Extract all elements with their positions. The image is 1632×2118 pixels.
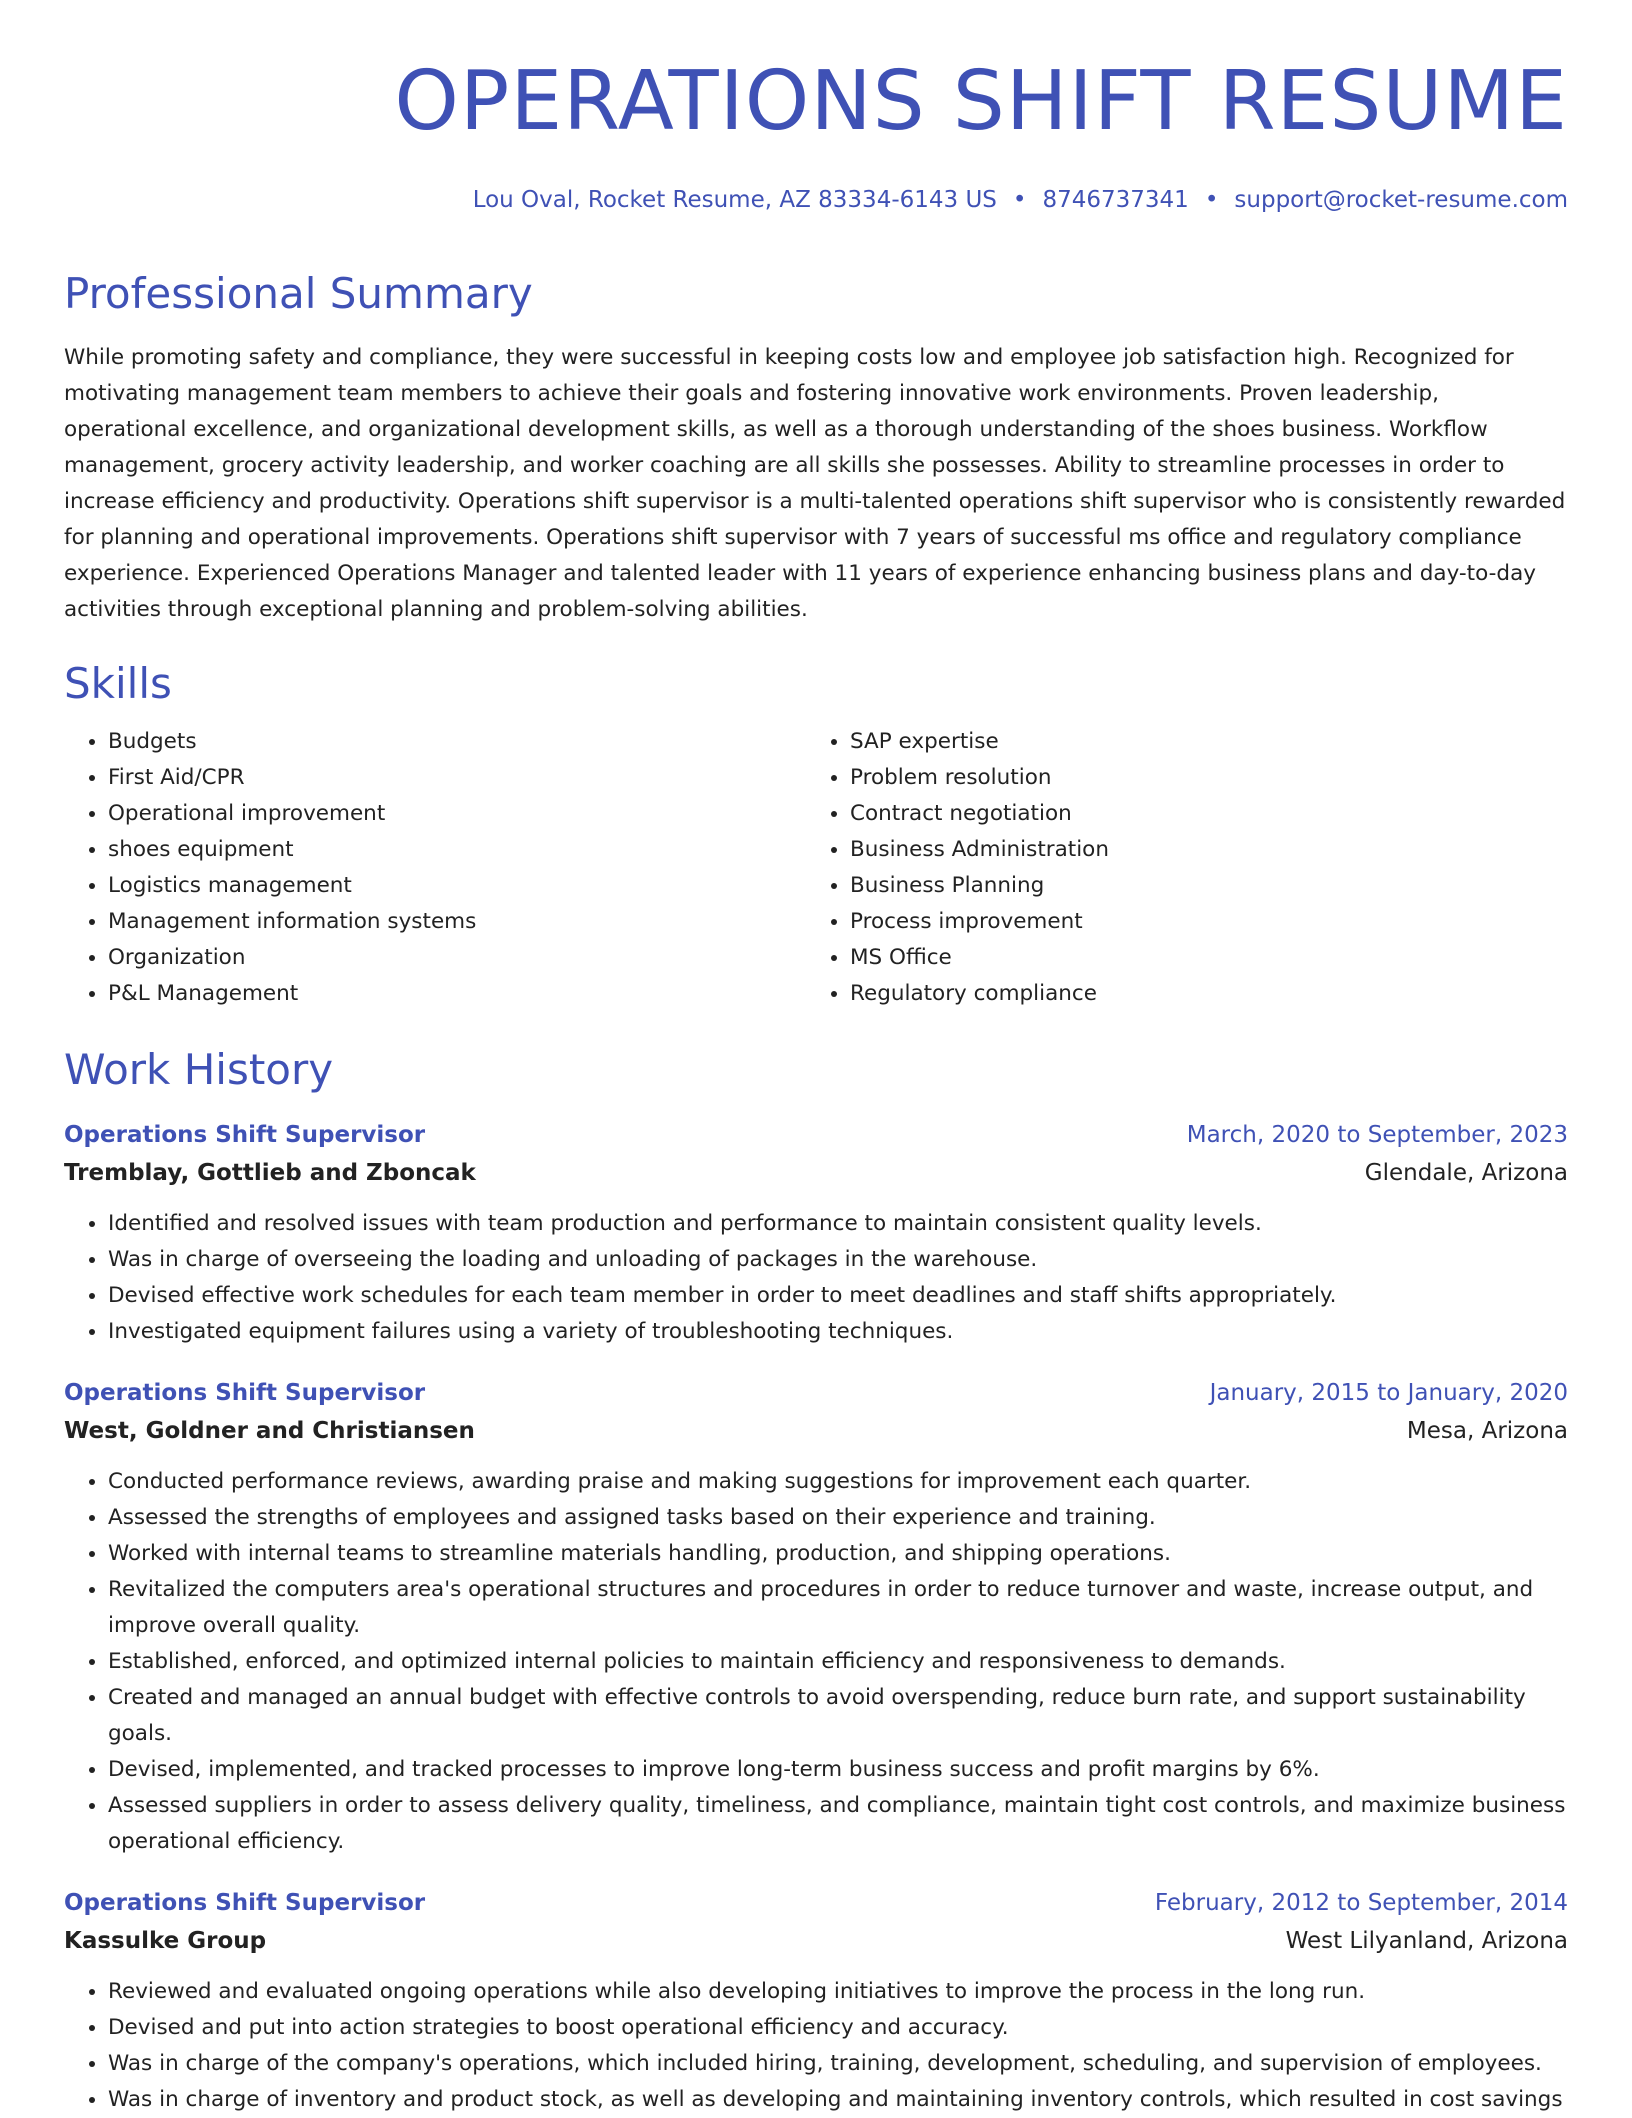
skill-item: • P&L Management <box>108 976 806 1012</box>
work-history-heading: Work History <box>64 1045 334 1094</box>
skill-item: • Logistics management <box>108 868 806 904</box>
job-bullet: • Devised, implemented, and tracked processes to improve long-term business success and profit margins by 6%. <box>108 1752 1568 1788</box>
job-dates: January, 2015 to January, 2020 <box>1209 1380 1568 1406</box>
job-entry <box>64 1116 1568 1350</box>
job-subheader <box>64 1922 1568 1960</box>
contact-email: support@rocket-resume.com <box>1234 187 1568 213</box>
skill-item: • Organization <box>108 940 806 976</box>
job-bullet: • Was in charge of inventory and product stock, as well as developing and maintaining inventory controls, which resulted in cost savings <box>108 2082 1568 2118</box>
contact-separator: • <box>1012 187 1027 213</box>
job-company: West, Goldner and Christiansen <box>64 1418 475 1444</box>
job-bullets <box>64 1464 1568 1860</box>
job-bullet: • Identified and resolved issues with team production and performance to maintain consistent quality levels. <box>108 1206 1568 1242</box>
skill-item: • MS Office <box>850 940 1548 976</box>
job-bullet: • Reviewed and evaluated ongoing operations while also developing initiatives to improve the process in the long run. <box>108 1974 1568 2010</box>
contact-separator: • <box>1204 187 1219 213</box>
job-bullet: • Investigated equipment failures using a variety of troubleshooting techniques. <box>108 1314 1568 1350</box>
skills-heading: Skills <box>64 659 172 708</box>
skill-item: • shoes equipment <box>108 832 806 868</box>
job-location: Mesa, Arizona <box>1406 1418 1568 1444</box>
skill-item: • Operational improvement <box>108 796 806 832</box>
job-bullet: • Worked with internal teams to streamline materials handling, production, and shipping operations. <box>108 1536 1568 1572</box>
contact-phone: 8746737341 <box>1042 187 1189 213</box>
job-bullet: • Devised effective work schedules for each team member in order to meet deadlines and staff shifts appropriately. <box>108 1278 1568 1314</box>
job-bullet: • Was in charge of overseeing the loading and unloading of packages in the warehouse. <box>108 1242 1568 1278</box>
job-dates: February, 2012 to September, 2014 <box>1154 1890 1568 1916</box>
skill-item: • Problem resolution <box>850 760 1548 796</box>
job-subheader <box>64 1412 1568 1450</box>
job-header <box>64 1884 1568 1922</box>
job-subheader <box>64 1154 1568 1192</box>
job-header <box>64 1374 1568 1412</box>
job-location: West Lilyanland, Arizona <box>1285 1928 1568 1954</box>
job-title: Operations Shift Supervisor <box>64 1890 426 1916</box>
job-bullet: • Devised and put into action strategies to boost operational efficiency and accuracy. <box>108 2010 1568 2046</box>
job-title: Operations Shift Supervisor <box>64 1122 426 1148</box>
job-company: Kassulke Group <box>64 1928 267 1954</box>
skill-item: • Budgets <box>108 724 806 760</box>
job-bullets <box>64 1974 1568 2118</box>
job-bullet: • Was in charge of the company's operations, which included hiring, training, development, scheduling, and supervision of employees. <box>108 2046 1568 2082</box>
skill-item: • Contract negotiation <box>850 796 1548 832</box>
skill-item: • First Aid/CPR <box>108 760 806 796</box>
job-bullets <box>64 1206 1568 1350</box>
contact-address: Lou Oval, Rocket Resume, AZ 83334-6143 US <box>472 187 997 213</box>
job-company: Tremblay, Gottlieb and Zboncak <box>64 1160 476 1186</box>
summary-text: While promoting safety and compliance, they were successful in keeping costs low and employee job satisfaction high. Recognized for motivating management team members to achieve their goals and fostering innovative work environments. Proven leadership, operational excellence, and organizational development skills, as well as a thorough understanding of the shoes business. Workflow management, grocery activity leadership, and worker coaching are all skills she possesses. Ability to streamline processes in order to increase efficiency and productivity. Operations shift supervisor is a multi-talented operations shift supervisor who is consistently rewarded for planning and operational improvements. Operations shift supervisor with 7 years of successful ms office and regulatory compliance experience. Experienced Operations Manager and talented leader with 11 years of experience enhancing business plans and day-to-day activities through exceptional planning and problem-solving abilities. <box>64 345 1566 622</box>
skill-item: • Business Administration <box>850 832 1548 868</box>
job-bullet: • Assessed the strengths of employees and assigned tasks based on their experience and training. <box>108 1500 1568 1536</box>
resume-page <box>64 0 1568 2118</box>
skill-item: • Management information systems <box>108 904 806 940</box>
resume-title: OPERATIONS SHIFT RESUME <box>394 54 1568 149</box>
skills-list <box>64 724 1568 1012</box>
skills-column-left <box>64 724 806 1012</box>
skill-item: • Business Planning <box>850 868 1548 904</box>
skill-item: • Process improvement <box>850 904 1548 940</box>
contact-line <box>64 184 1568 216</box>
skills-column-right <box>806 724 1548 1012</box>
skill-item: • SAP expertise <box>850 724 1548 760</box>
job-title: Operations Shift Supervisor <box>64 1380 426 1406</box>
summary-heading: Professional Summary <box>64 269 533 318</box>
skill-item: • Regulatory compliance <box>850 976 1548 1012</box>
job-bullet: • Assessed suppliers in order to assess delivery quality, timeliness, and compliance, maintain tight cost controls, and maximize business operational efficiency. <box>108 1788 1568 1860</box>
job-bullet: • Established, enforced, and optimized internal policies to maintain efficiency and responsiveness to demands. <box>108 1644 1568 1680</box>
job-dates: March, 2020 to September, 2023 <box>1186 1122 1568 1148</box>
job-bullet: • Conducted performance reviews, awarding praise and making suggestions for improvement each quarter. <box>108 1464 1568 1500</box>
job-header <box>64 1116 1568 1154</box>
job-bullet: • Created and managed an annual budget with effective controls to avoid overspending, reduce burn rate, and support sustainability goals. <box>108 1680 1568 1752</box>
job-location: Glendale, Arizona <box>1364 1160 1568 1186</box>
job-entry <box>64 1374 1568 1860</box>
job-entry <box>64 1884 1568 2118</box>
job-bullet: • Revitalized the computers area's operational structures and procedures in order to reduce turnover and waste, increase output, and improve overall quality. <box>108 1572 1568 1644</box>
